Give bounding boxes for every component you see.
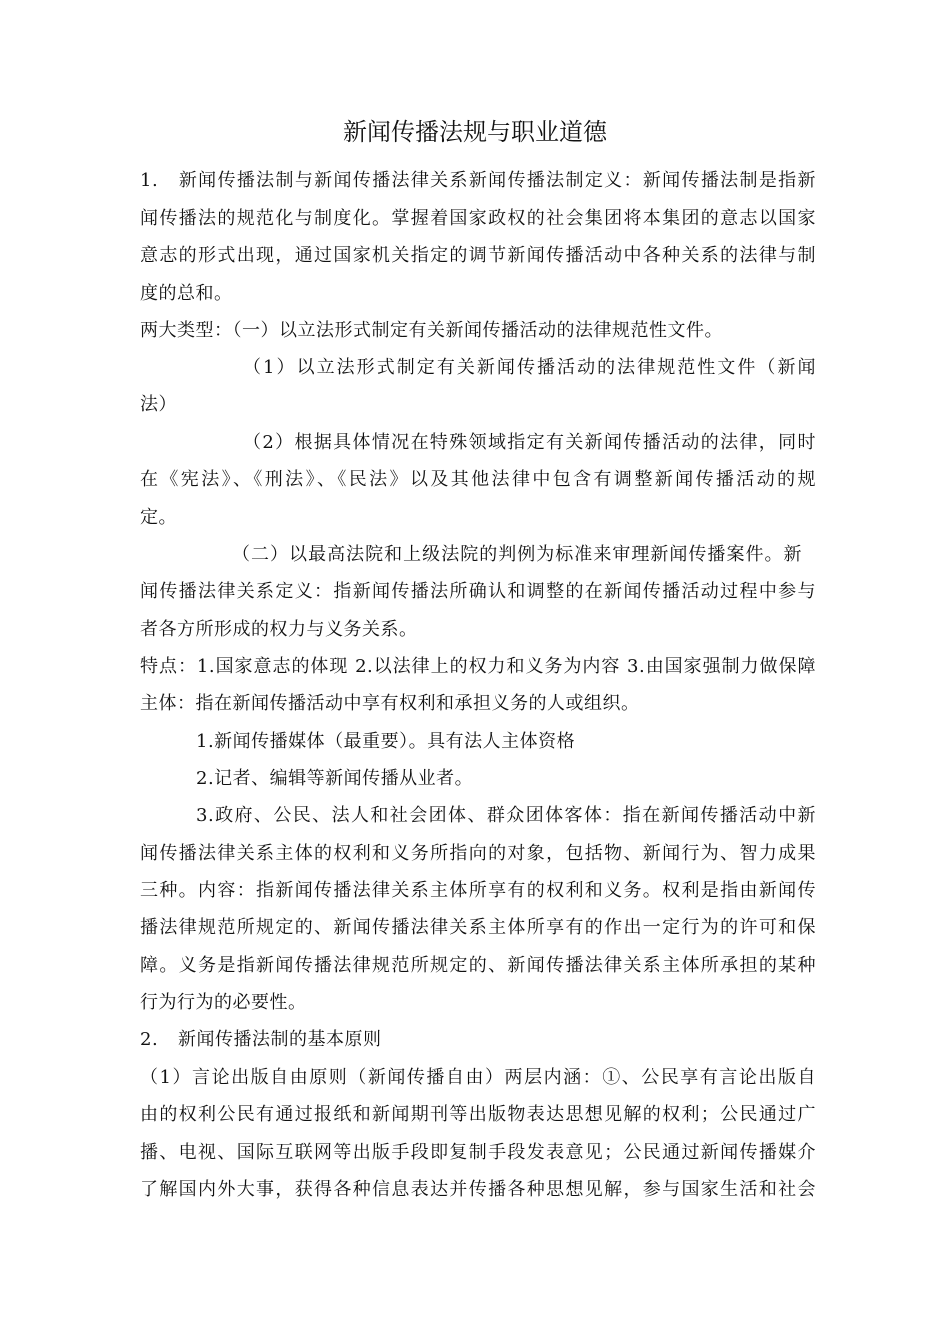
paragraph-line: 播、电视、国际互联网等出版手段即复制手段发表意见；公民通过新闻传播媒介 [140, 1142, 816, 1163]
section-number-2: 2. [140, 1029, 159, 1050]
paragraph-line: 闻传播法律关系主体的权利和义务所指向的对象，包括物、新闻行为、智力成果 [140, 843, 816, 864]
paragraph-line: 在《宪法》、《刑法》、《民法》以及其他法律中包含有调整新闻传播活动的规 [140, 469, 816, 490]
line-text: 新闻传播法制与新闻传播法律关系新闻传播法制定义：新闻传播法制是指新 [178, 170, 816, 191]
paragraph-line: 障。义务是指新闻传播法律规范所规定的、新闻传播法律关系主体所承担的某种 [140, 955, 816, 976]
paragraph-line: 主体：指在新闻传播活动中享有权利和承担义务的人或组织。 [140, 693, 640, 714]
paragraph-line: （1）以立法形式制定有关新闻传播活动的法律规范性文件（新闻 [243, 357, 816, 378]
paragraph-line: 了解国内外大事，获得各种信息表达并传播各种思想见解，参与国家生活和社会 [140, 1179, 816, 1200]
list-item: 3.政府、公民、法人和社会团体、群众团体客体：指在新闻传播活动中新 [196, 805, 816, 826]
paragraph-line-1 [140, 168, 816, 194]
paragraph-line: 三种。内容：指新闻传播法律关系主体所享有的权利和义务。权利是指由新闻传 [140, 880, 816, 901]
paragraph-line: 定。 [140, 507, 177, 528]
paragraph-line: 度的总和。 [140, 283, 233, 304]
section-heading-2 [140, 1027, 382, 1053]
paragraph-line: 法） [140, 394, 177, 415]
paragraph-line: 特点：1.国家意志的体现 2.以法律上的权力和义务为内容 3.由国家强制力做保障 [140, 656, 816, 677]
paragraph-line: 闻传播法律关系定义：指新闻传播法所确认和调整的在新闻传播活动过程中参与 [140, 581, 816, 602]
paragraph-line: 闻传播法的规范化与制度化。掌握着国家政权的社会集团将本集团的意志以国家 [140, 208, 816, 229]
paragraph-line: 两大类型：（一）以立法形式制定有关新闻传播活动的法律规范性文件。 [140, 320, 723, 341]
list-item: 2.记者、编辑等新闻传播从业者。 [196, 768, 474, 789]
paragraph-line: 者各方所形成的权力与义务关系。 [140, 619, 418, 640]
list-item: 1.新闻传播媒体（最重要）。具有法人主体资格 [196, 731, 576, 752]
document-title: 新闻传播法规与职业道德 [343, 118, 607, 146]
paragraph-line: （二）以最高法院和上级法院的判例为标准来审理新闻传播案件。新 [232, 544, 802, 565]
paragraph-line: 播法律规范所规定的、新闻传播法律关系主体所享有的作出一定行为的许可和保 [140, 917, 816, 938]
paragraph-line: 由的权利公民有通过报纸和新闻期刊等出版物表达思想见解的权利；公民通过广 [140, 1104, 816, 1125]
paragraph-line: 行为行为的必要性。 [140, 992, 307, 1013]
paragraph-line: （1）言论出版自由原则（新闻传播自由）两层内涵：①、公民享有言论出版自 [140, 1067, 816, 1088]
paragraph-line: 意志的形式出现，通过国家机关指定的调节新闻传播活动中各种关系的法律与制 [140, 245, 816, 266]
paragraph-line: （2）根据具体情况在特殊领域指定有关新闻传播活动的法律，同时 [243, 432, 816, 453]
section-number-1: 1. [140, 170, 159, 191]
section-heading-text: 新闻传播法制的基本原则 [178, 1029, 382, 1050]
